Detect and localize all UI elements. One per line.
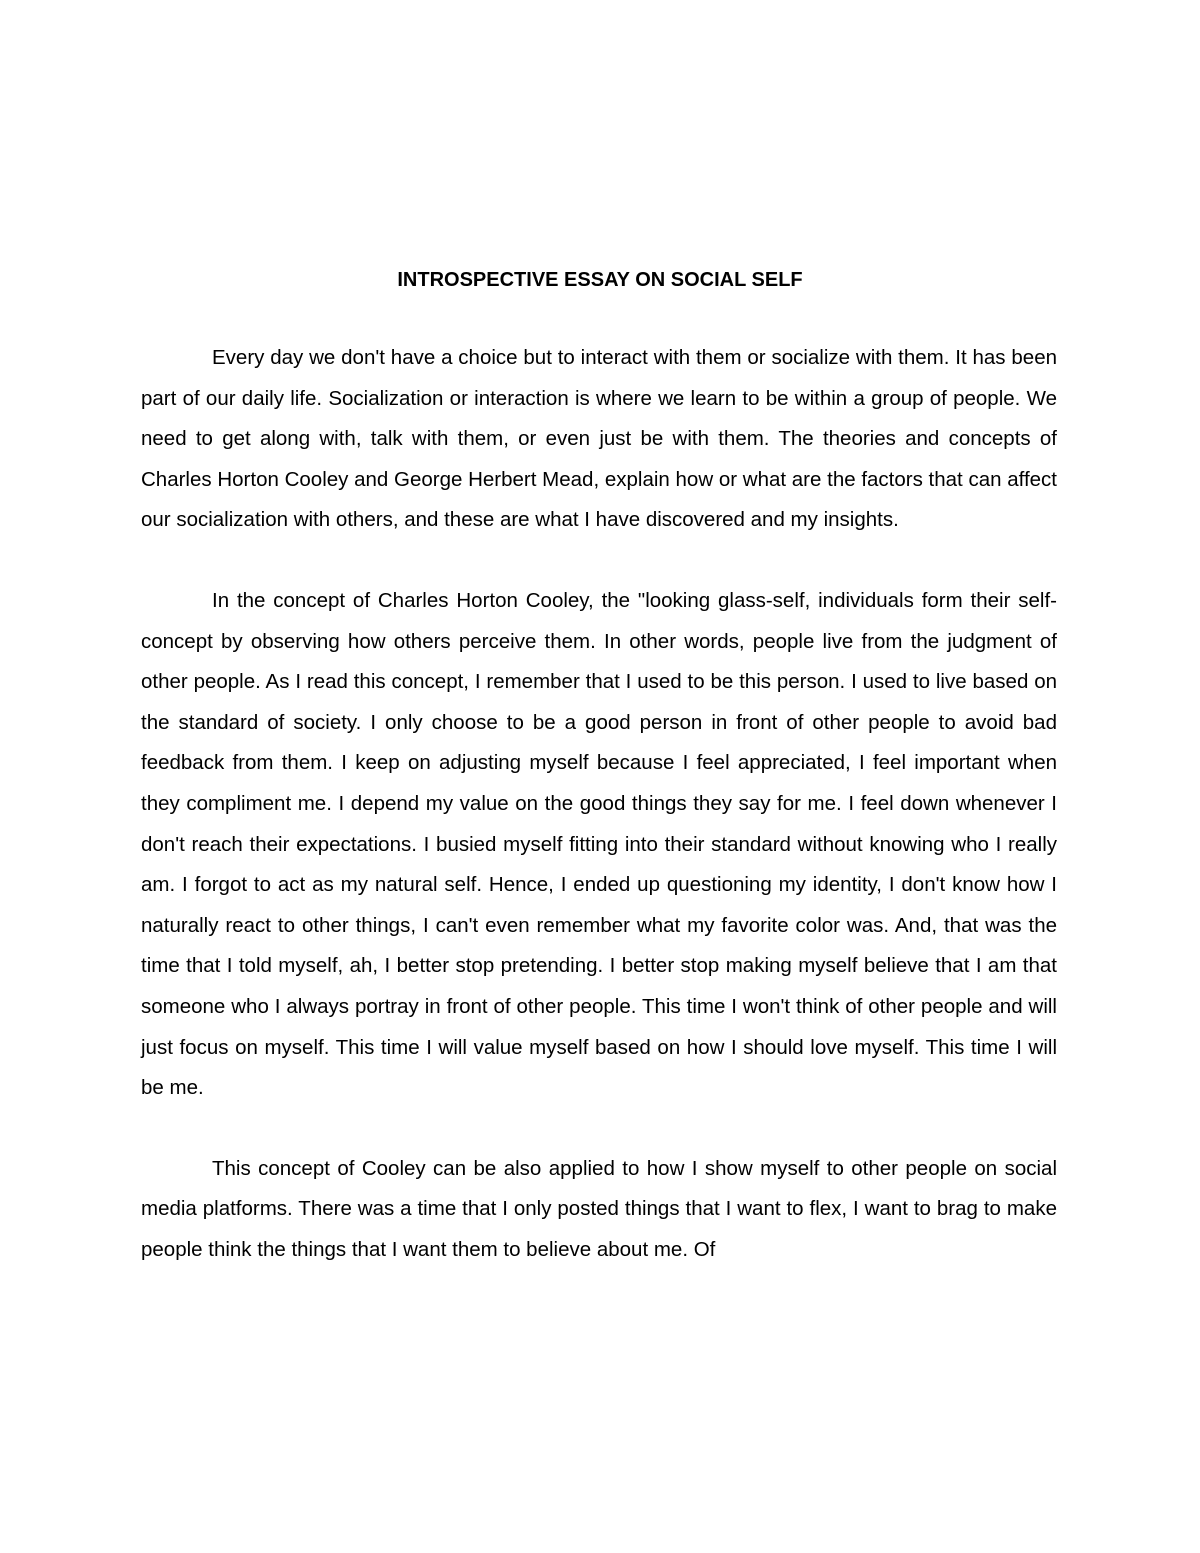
essay-title: INTROSPECTIVE ESSAY ON SOCIAL SELF [397, 269, 803, 291]
essay-body [141, 338, 1057, 1270]
paragraph-intro: Every day we don't have a choice but to interact with them or socialize with them. It has been part of our daily life. Socialization or interaction is where we learn to be within a group of people. We need to get along with, talk with them, or even just be with them. The theories and concepts of Charles Horton Cooley and George Herbert Mead, explain how or what are the factors that can affect our socialization with others, and these are what I have discovered and my insights. [141, 346, 1057, 532]
paragraph-social-media: This concept of Cooley can be also applied to how I show myself to other people on social media platforms. There was a time that I only posted things that I want to flex, I want to brag to make people think the things that I want them to believe about me. Of [141, 1156, 1057, 1261]
paragraph-looking-glass-self: In the concept of Charles Horton Cooley, the "looking glass-self, individuals form their self-concept by observing how others perceive them. In other words, people live from the judgment of other people. As I read this concept, I remember that I used to be this person. I used to live based on the standard of society. I only choose to be a good person in front of other people to avoid bad feedback from them. I keep on adjusting myself because I feel appreciated, I feel important when they compliment me. I depend my value on the good things they say for me. I feel down whenever I don't reach their expectations. I busied myself fitting into their standard without knowing who I really am. I forgot to act as my natural self. Hence, I ended up questioning my identity, I don't know how I naturally react to other things, I can't even remember what my favorite color was. And, that was the time that I told myself, ah, I better stop pretending. I better stop making myself believe that I am that someone who I always portray in front of other people. This time I won't think of other people and will just focus on myself. This time I will value myself based on how I should love myself. This time I will be me. [141, 588, 1057, 1100]
